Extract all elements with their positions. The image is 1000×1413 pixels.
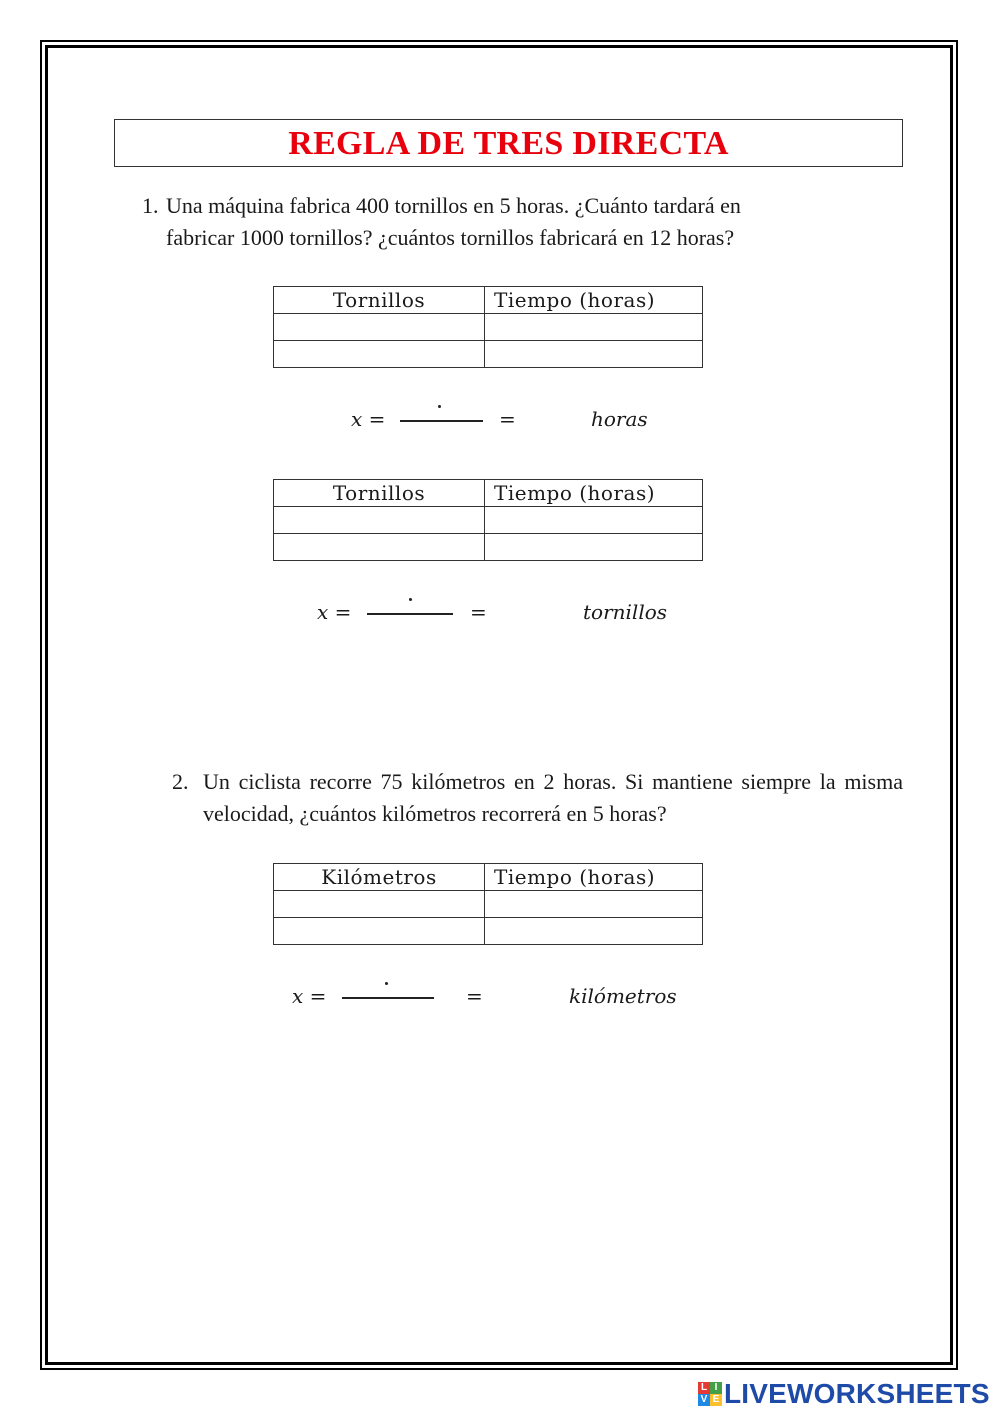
table-cell-input[interactable] [274, 507, 485, 534]
question-1-line-1: Una máquina fabrica 400 tornillos en 5 horas. ¿Cuánto tardará en [166, 193, 741, 218]
brand-text: LIVEWORKSHEETS [724, 1378, 990, 1409]
formula-variable: x = [292, 984, 327, 1008]
liveworksheets-logo [698, 1378, 990, 1410]
title-box [114, 119, 903, 167]
formula-unit: horas [591, 407, 648, 431]
table-header-tornillos: Tornillos [274, 480, 485, 507]
table-cell-input[interactable] [274, 891, 485, 918]
formula-equals: = [466, 984, 483, 1008]
table-cell-input[interactable] [274, 534, 485, 561]
table-cell-input[interactable] [485, 507, 703, 534]
proportion-table-3 [273, 863, 703, 945]
table-header-tiempo: Tiempo (horas) [485, 480, 703, 507]
table-cell-input[interactable] [274, 341, 485, 368]
question-1-line-2: fabricar 1000 tornillos? ¿cuántos tornillos fabricará en 12 horas? [166, 225, 735, 250]
table-header-tornillos: Tornillos [274, 287, 485, 314]
formula-equals: = [499, 407, 516, 431]
table-cell-input[interactable] [274, 918, 485, 945]
table-cell-input[interactable] [485, 918, 703, 945]
table-cell-input[interactable] [274, 314, 485, 341]
table-header-tiempo: Tiempo (horas) [485, 864, 703, 891]
table-header-tiempo: Tiempo (horas) [485, 287, 703, 314]
formula-unit: kilómetros [569, 984, 677, 1008]
icon-letter: V [698, 1394, 710, 1406]
formula-equals: = [470, 600, 487, 624]
question-1-number: 1. [142, 193, 159, 218]
question-2-text: Un ciclista recorre 75 kilómetros en 2 horas. Si mantiene siempre la misma velocidad, ¿cuántos kilómetros recorrerá en 5 horas? [203, 769, 903, 826]
formula-variable: x = [351, 407, 386, 431]
icon-letter: I [710, 1382, 722, 1394]
table-cell-input[interactable] [485, 891, 703, 918]
icon-letter: L [698, 1382, 710, 1394]
formula-unit: tornillos [583, 600, 668, 624]
question-2-number: 2. [172, 769, 189, 794]
multiplication-dot [385, 982, 388, 985]
table-cell-input[interactable] [485, 314, 703, 341]
fraction-bar[interactable] [400, 420, 483, 422]
proportion-table-1 [273, 286, 703, 368]
fraction-bar[interactable] [342, 997, 434, 999]
multiplication-dot [438, 405, 441, 408]
table-header-kilometros: Kilómetros [274, 864, 485, 891]
table-cell-input[interactable] [485, 534, 703, 561]
proportion-table-2 [273, 479, 703, 561]
fraction-bar[interactable] [367, 613, 453, 615]
page-title: REGLA DE TRES DIRECTA [288, 125, 729, 162]
liveworksheets-icon [698, 1382, 722, 1406]
table-cell-input[interactable] [485, 341, 703, 368]
formula-variable: x = [317, 600, 352, 624]
icon-letter: E [710, 1394, 722, 1406]
multiplication-dot [409, 598, 412, 601]
